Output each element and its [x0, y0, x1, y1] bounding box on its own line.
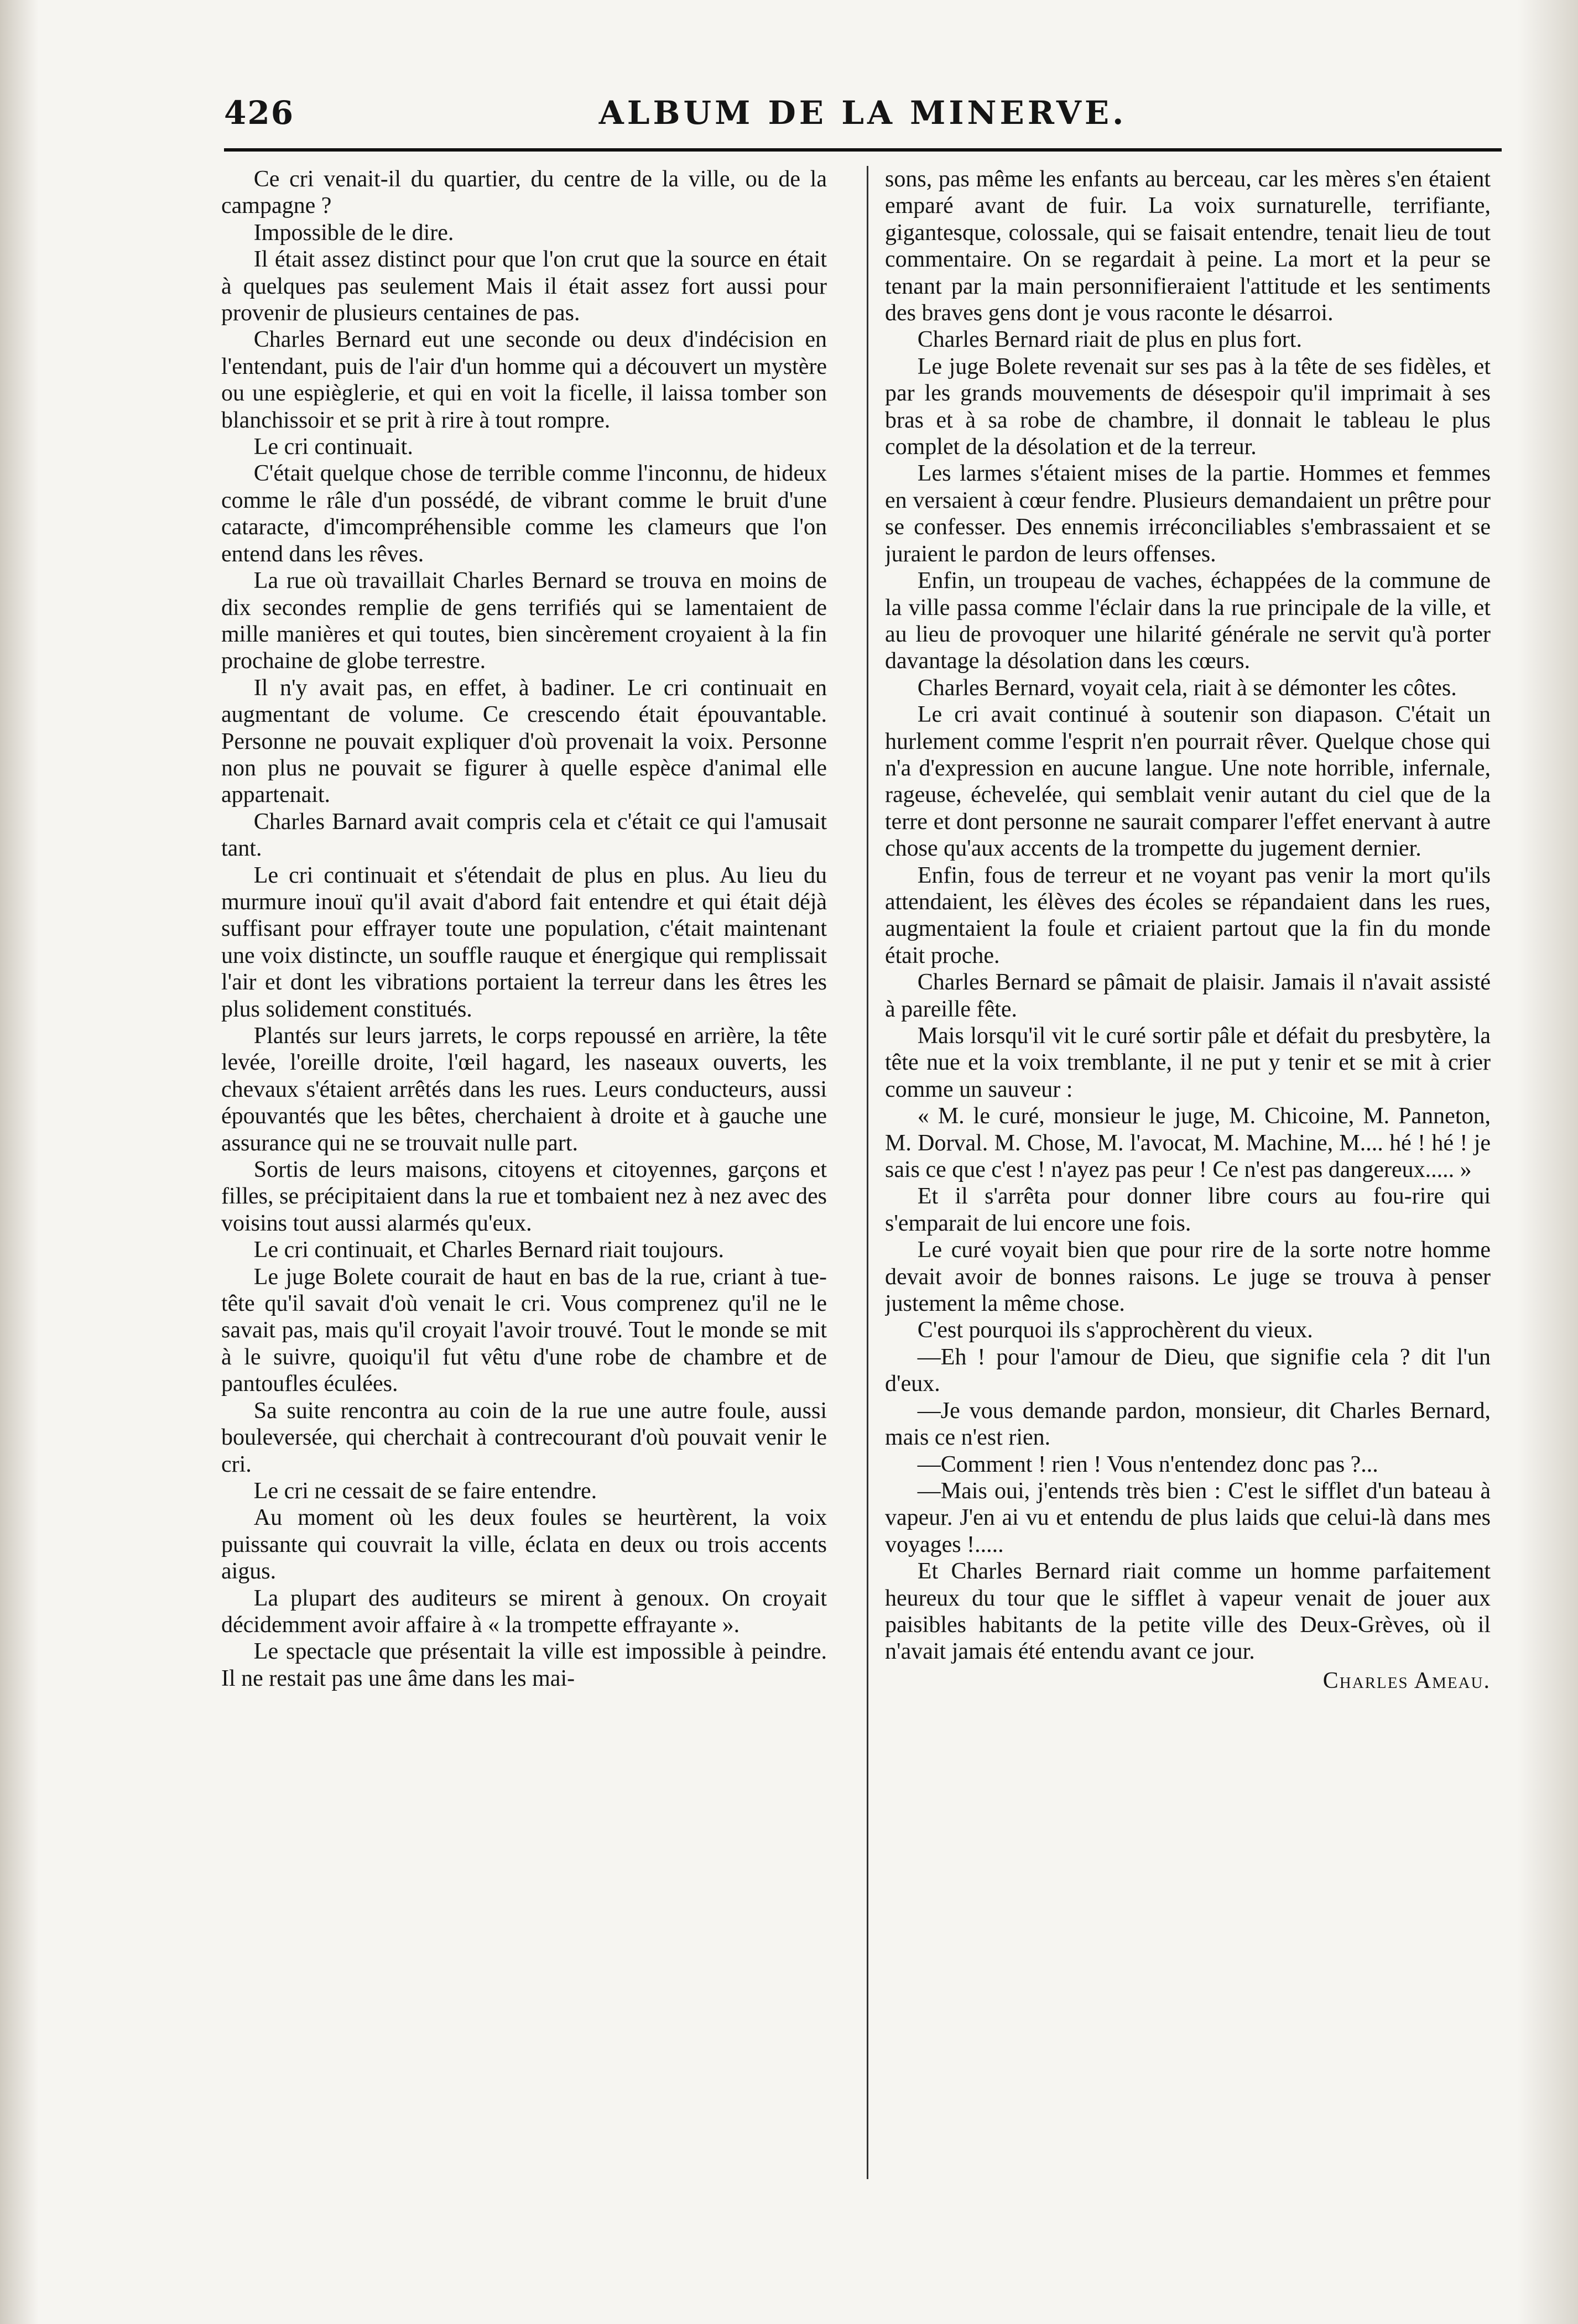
paragraph: Le curé voyait bien que pour rire de la sorte notre homme devait avoir de bonnes raisons. Le juge se trouva à penser justement la même chose.: [885, 1237, 1491, 1317]
paragraph: Charles Bernard se pâmait de plaisir. Jamais il n'avait assisté à pareille fête.: [885, 970, 1491, 1022]
paragraph: Au moment où les deux foules se heurtèrent, la voix puissante qui couvrait la ville, éclata en deux ou trois accents aigus.: [221, 1505, 827, 1585]
paragraph: Le cri continuait.: [253, 434, 413, 460]
paragraph: Le juge Bolete revenait sur ses pas à la tête de ses fidèles, et par les grands mouvements de désespoir qu'il imprimait à ses bras et à sa robe de chambre, il donnait le tableau le plus complet de la désolation et de la terreur.: [885, 353, 1491, 460]
binding-shadow: [0, 0, 39, 2324]
paragraph: Plantés sur leurs jarrets, le corps repoussé en arrière, la tête levée, l'oreille droite, l'œil hagard, les naseaux ouverts, les chevaux s'étaient arrêtés dans les rues. Leurs conducteurs, aussi épouvantés que les bêtes, cherchaient à droite et à gauche une assurance qui ne se trouvait nulle part.: [221, 1023, 827, 1156]
paragraph: Le cri continuait, et Charles Bernard riait toujours.: [253, 1237, 725, 1263]
paragraph: Impossible de le dire.: [253, 220, 454, 246]
paragraph: Mais lorsqu'il vit le curé sortir pâle et défait du presbytère, la tête nue et la voix tremblante, il ne put y tenir et se mit à crier comme un sauveur :: [885, 1023, 1491, 1102]
paragraph: Charles Barnard avait compris cela et c'était ce qui l'amusait tant.: [221, 809, 827, 862]
paragraph: Le juge Bolete courait de haut en bas de la rue, criant à tue-tête qu'il savait d'où venait le cri. Vous comprenez qu'il ne le savait pas, mais qu'il croyait l'avoir trouvé. Tout le monde se mit à le suivre, quoiqu'il fut vêtu d'une robe de chambre et de pantoufles éculées.: [221, 1264, 827, 1397]
paragraph: Et Charles Bernard riait comme un homme parfaitement heureux du tour que le sifflet à vapeur venait de jouer aux paisibles habitants de la petite ville des Deux-Grèves, où il n'avait jamais été entendu avant ce jour.: [885, 1559, 1491, 1665]
header-rule: [224, 148, 1502, 152]
column-divider: [867, 166, 868, 2179]
paragraph: Le cri ne cessait de se faire entendre.: [253, 1478, 597, 1504]
paragraph: —Comment ! rien ! Vous n'entendez donc pas ?...: [917, 1451, 1378, 1477]
author-signature: Charles Ameau.: [1322, 1668, 1491, 1694]
paragraph: Sa suite rencontra au coin de la rue une autre foule, aussi bouleversée, qui cherchait à contrecourant d'où pouvait venir le cri.: [221, 1398, 827, 1477]
paragraph: Enfin, un troupeau de vaches, échappées de la commune de la ville passa comme l'éclair dans la rue principale de la ville, et au lieu de provoquer une hilarité générale ne servit qu'à porter davantage la désolation dans les cœurs.: [885, 568, 1491, 674]
paragraph: C'est pourquoi ils s'approchèrent du vieux.: [917, 1317, 1313, 1343]
paragraph: Les larmes s'étaient mises de la partie. Hommes et femmes en versaient à cœur fendre. Plusieurs demandaient un prêtre pour se confesser. Des ennemis irréconciliables s'embrassaient et se juraient le pardon de leurs offenses.: [885, 461, 1491, 567]
paragraph: C'était quelque chose de terrible comme l'inconnu, de hideux comme le râle d'un possédé, de vibrant comme le bruit d'une cataracte, d'imcompréhensible comme les clameurs que l'on entend dans les rêves.: [221, 461, 827, 567]
paragraph-continuation: sons, pas même les enfants au berceau, car les mères s'en étaient emparé avant de fuir. La voix surnaturelle, terrifiante, gigantesque, colossale, qui se faisait entendre, tenait lieu de tout commentaire. On se regardait à peine. La mort et la peur se tenant par la main personnifieraient l'attitude et les sentiments des braves gens dont je vous raconte le désarroi.: [885, 166, 1491, 326]
paragraph: La rue où travaillait Charles Bernard se trouva en moins de dix secondes remplie de gens terrifiés qui se lamentaient de mille manières et qui toutes, bien sincèrement croyaient à la fin prochaine de globe terrestre.: [221, 568, 827, 674]
paragraph: Ce cri venait-il du quartier, du centre de la ville, ou de la campagne ?: [221, 166, 827, 219]
page-edge-shadow: [1517, 0, 1578, 2324]
paragraph: —Mais oui, j'entends très bien : C'est le sifflet d'un bateau à vapeur. J'en ai vu et entendu de plus laids que celui-là dans mes voyages !.....: [885, 1478, 1491, 1557]
paragraph: —Je vous demande pardon, monsieur, dit Charles Bernard, mais ce n'est rien.: [885, 1398, 1491, 1451]
paragraph: Sortis de leurs maisons, citoyens et citoyennes, garçons et filles, se précipitaient dans la rue et tombaient nez à nez avec des voisins tout aussi alarmés qu'eux.: [221, 1157, 827, 1236]
paragraph: —Eh ! pour l'amour de Dieu, que signifie cela ? dit l'un d'eux.: [885, 1344, 1491, 1397]
paragraph: Il n'y avait pas, en effet, à badiner. Le cri continuait en augmentant de volume. Ce crescendo était épouvantable. Personne ne pouvait expliquer d'où provenait la voix. Personne non plus ne pouvait se figurer à quelle espèce d'animal elle appartenait.: [221, 675, 827, 808]
paragraph: La plupart des auditeurs se mirent à genoux. On croyait décidemment avoir affaire à « la trompette effrayante ».: [221, 1585, 827, 1638]
paragraph: Charles Bernard, voyait cela, riait à se démonter les côtes.: [917, 675, 1457, 701]
paragraph: Charles Bernard eut une seconde ou deux d'indécision en l'entendant, puis de l'air d'un homme qui a découvert un mystère ou une espièglerie, et qui en voit la ficelle, il laissa tomber son blanchissoir et se prit à rire à tout rompre.: [221, 327, 827, 433]
journal-title: ALBUM DE LA MINERVE.: [598, 94, 1127, 132]
paragraph: Et il s'arrêta pour donner libre cours au fou-rire qui s'emparait de lui encore une fois.: [885, 1184, 1491, 1236]
right-column: [885, 166, 1491, 2196]
paragraph: Le cri avait continué à soutenir son diapason. C'était un hurlement comme l'esprit n'en pourrait rêver. Quelque chose qui n'a d'expression en aucune langue. Une note horrible, infernale, rageuse, échevelée, qui semblait venir autant du ciel que de la terre et dont personne ne saurait comparer l'effet enervant à autre chose qu'aux accents de la trompette du jugement dernier.: [885, 702, 1491, 862]
paragraph: « M. le curé, monsieur le juge, M. Chicoine, M. Panneton, M. Dorval. M. Chose, M. l'avocat, M. Machine, M.... hé ! hé ! je sais ce que c'est ! n'ayez pas peur ! Ce n'est pas dangereux..... »: [885, 1103, 1491, 1183]
paragraph: Le cri continuait et s'étendait de plus en plus. Au lieu du murmure inouï qu'il avait d'abord fait entendre et qui était déjà suffisant pour effrayer toute une population, c'était maintenant une voix distincte, un souffle rauque et énergique qui remplissait l'air et dont les vibrations portaient la terreur dans les êtres les plus solidement constitués.: [221, 862, 827, 1022]
running-header: [224, 88, 1502, 144]
paragraph: Il était assez distinct pour que l'on crut que la source en était à quelques pas seulement Mais il était assez fort aussi pour provenir de plusieurs centaines de pas.: [221, 247, 827, 326]
page-number: 426: [224, 94, 295, 132]
paragraph: Le spectacle que présentait la ville est impossible à peindre. Il ne restait pas une âme dans les mai-: [221, 1639, 827, 1691]
paragraph: Enfin, fous de terreur et ne voyant pas venir la mort qu'ils attendaient, les élèves des écoles se répandaient dans les rues, augmentaient la foule et criaient partout que la fin du monde était proche.: [885, 862, 1491, 968]
left-column: [221, 166, 827, 2196]
paragraph: Charles Bernard riait de plus en plus fort.: [917, 327, 1302, 353]
